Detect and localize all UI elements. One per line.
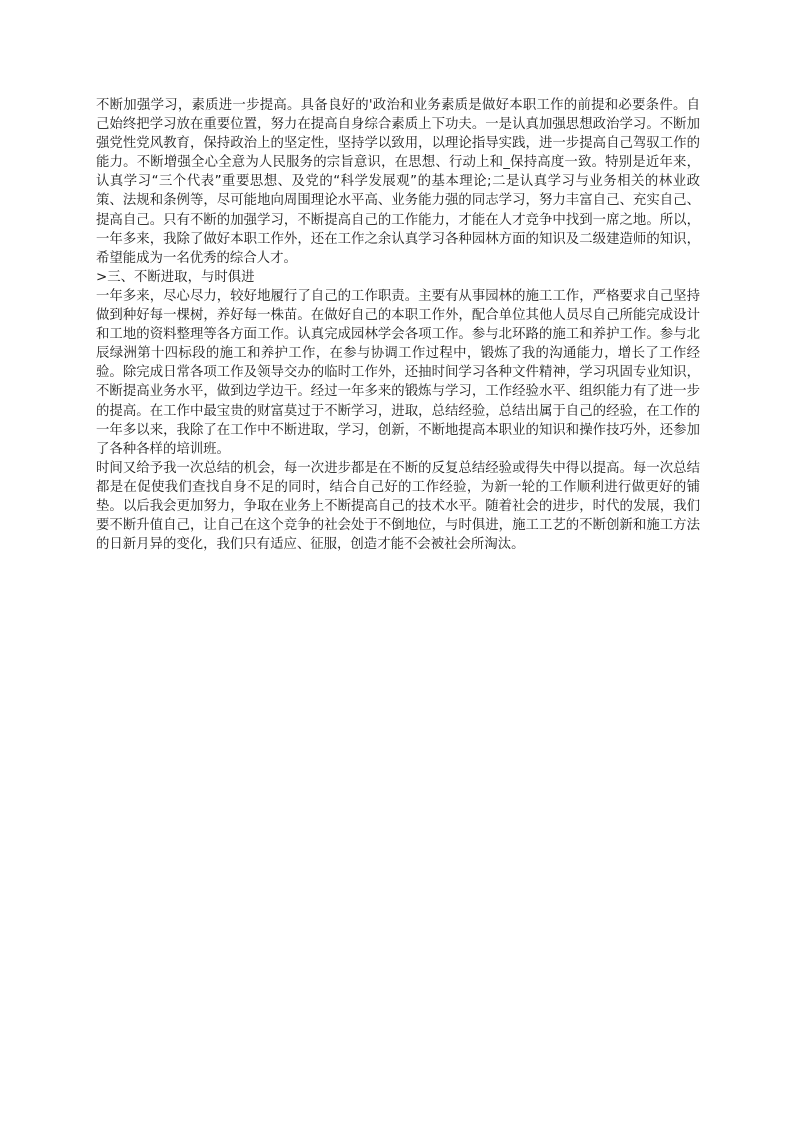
document-page: [96, 96, 700, 554]
paragraph-summary: 时间又给予我一次总结的机会，每一次进步都是在不断的反复总结经验或得失中得以提高。每一次总结都是在促使我们查找自身不足的同时，结合自己好的工作经验，为新一轮的工作顺利进行做更好的铺垫。以后我会更加努力，争取在业务上不断提高自己的技术水平。随着社会的进步，时代的发展，我们要不断升值自己，让自己在这个竞争的社会处于不倒地位，与时俱进，施工工艺的不断创新和施工方法的日新月异的变化，我们只有适应、征服，创造才能不会被社会所淘汰。: [96, 460, 700, 553]
section-heading-3: >三、不断进取，与时俱进: [96, 269, 255, 285]
paragraph-progress: 一年多来，尽心尽力，较好地履行了自己的工作职责。主要有从事园林的施工工作，严格要求自己坚持做到种好每一棵树，养好每一株苗。在做好自己的本职工作外，配合单位其他人员尽自己所能完成设计和工地的资料整理等各方面工作。认真完成园林学会各项工作。参与北环路的施工和养护工作。参与北辰绿洲第十四标段的施工和养护工作，在参与协调工作过程中，锻炼了我的沟通能力，增长了工作经验。除完成日常各项工作及领导交办的临时工作外，还抽时间学习各种文件精神，学习巩固专业知识，不断提高业务水平，做到边学边干。经过一年多来的锻炼与学习，工作经验水平、组织能力有了进一步的提高。在工作中最宝贵的财富莫过于不断学习，进取，总结经验，总结出属于自己的经验，在工作的一年多以来，我除了在工作中不断进取，学习，创新，不断地提高本职业的知识和操作技巧外，还参加了各种各样的培训班。: [96, 288, 700, 457]
paragraph-study: 不断加强学习，素质进一步提高。具备良好的'政治和业务素质是做好本职工作的前提和必要条件。自己始终把学习放在重要位置，努力在提高自身综合素质上下功夫。一是认真加强思想政治学习。不断加强党性党风教育，保持政治上的坚定性，坚持学以致用，以理论指导实践，进一步提高自己驾驭工作的能力。不断增强全心全意为人民服务的宗旨意识，在思想、行动上和_保持高度一致。特别是近年来，认真学习“三个代表”重要思想、及党的“科学发展观”的基本理论;二是认真学习与业务相关的林业政策、法规和条例等，尽可能地向周围理论水平高、业务能力强的同志学习，努力丰富自己、充实自己、提高自己。只有不断的加强学习，不断提高自己的工作能力，才能在人才竞争中找到一席之地。所以，一年多来，我除了做好本职工作外，还在工作之余认真学习各种园林方面的知识及二级建造师的知识，希望能成为一名优秀的综合人才。: [96, 98, 700, 266]
